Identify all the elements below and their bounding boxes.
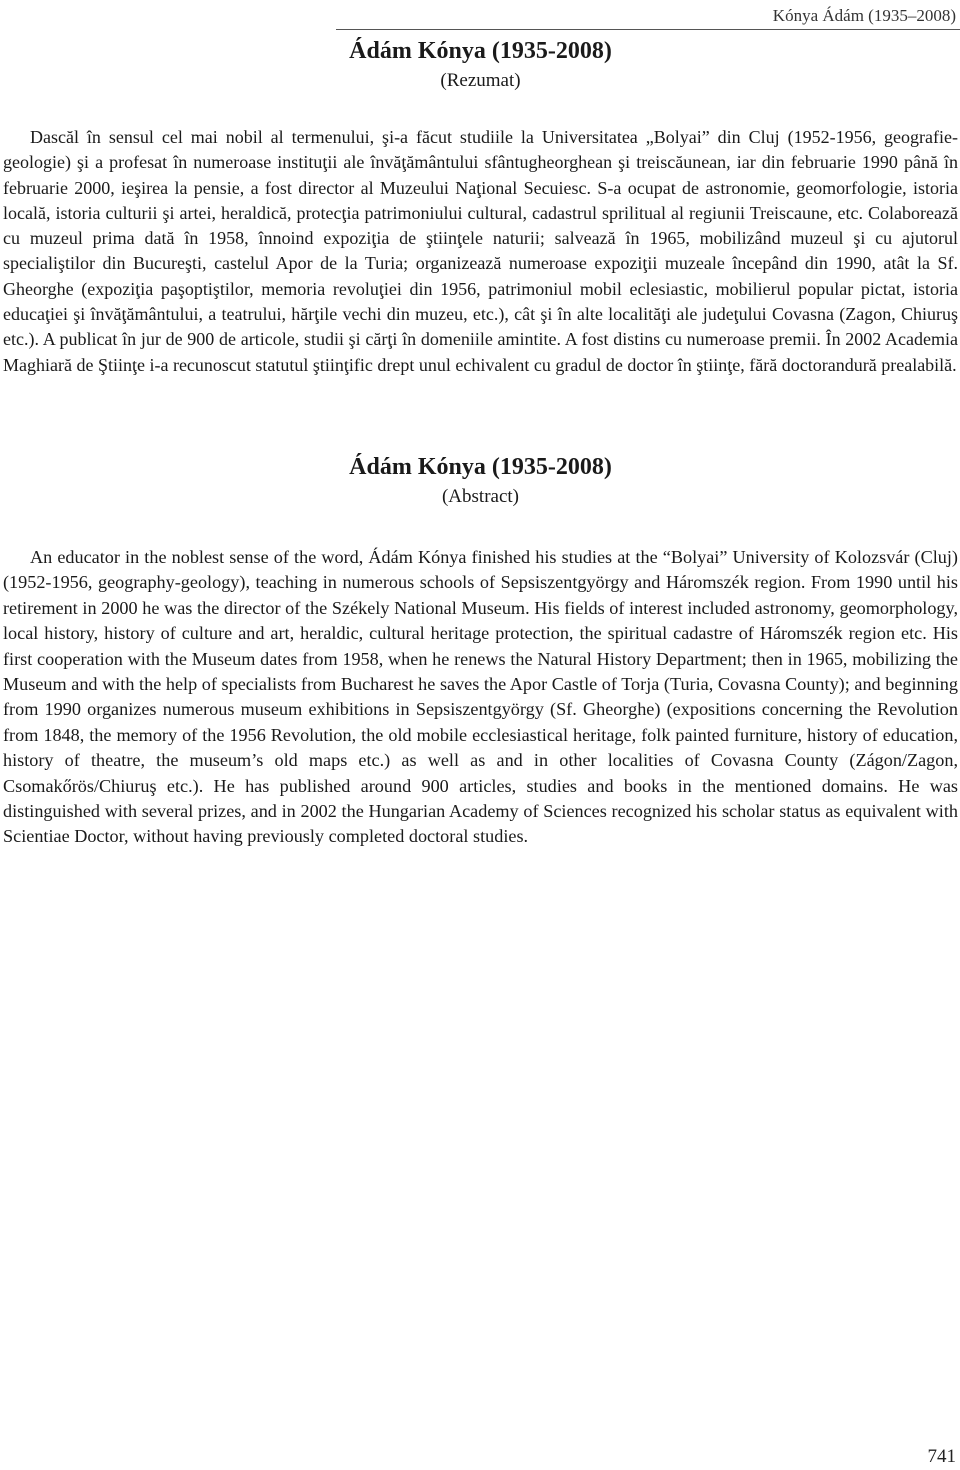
header-rule <box>336 29 960 30</box>
running-header: Kónya Ádám (1935–2008) <box>772 6 956 25</box>
page-number: 741 <box>927 1446 956 1467</box>
english-subtitle: (Abstract) <box>441 486 520 507</box>
romanian-title: Ádám Kónya (1935-2008) <box>349 38 612 64</box>
english-body-paragraph: An educator in the noblest sense of the word, Ádám Kónya finished his studies at the “Bolyai” University of Kolozsvár (Cluj) (1952-1956, geography-geology), teaching in numerous schools of Sepsiszentgyörgy and Háromszék region. From 1990 until his retirement in 2000 he was the director of the Székely National Museum. His fields of interest included astronomy, geomorphology, local history, history of culture and art, heraldic, cultural heritage protection, the spiritual cadastre of Háromszék region etc. His first cooperation with the Museum dates from 1958, when he renews the Natural History Department; then in 1965, mobilizing the Museum and with the help of specialists from Bucharest he saves the Apor Castle of Torja (Turia, Covasna County); and beginning from 1990 organizes numerous museum exhibitions in Sepsiszentgyörgy (Sf. Gheorghe) (expositions concerning the Revolution from 1848, the memory of the 1956 Revolution, the old mobile ecclesiastical heritage, folk painted furniture, history of education, history of theatre, the museum’s old maps etc.) as well as and in other localities of Covasna County (Zágon/Zagon, Csomakőrös/Chiuruş etc.). He has published around 900 articles, studies and books in the mentioned domains. He was distinguished with several prizes, and in 2002 the Hungarian Academy of Sciences recognized his scholar status as equivalent with Scientiae Doctor, without having previously completed doctoral studies. <box>3 547 958 847</box>
english-abstract-section <box>3 452 958 850</box>
romanian-subtitle: (Rezumat) <box>440 70 521 91</box>
romanian-body-paragraph: Dascăl în sensul cel mai nobil al termenului, şi-a făcut studiile la Universitatea „Bolyai” din Cluj (1952-1956, geografie-geologie) şi a profesat în numeroase instituţii ale învăţământului sfântugheorghean şi treiscăunean, iar din februarie 1990 până în februarie 2000, ieşirea la pensie, a fost director al Muzeului Naţional Secuiesc. S-a ocupat de astronomie, geomorfologie, istoria locală, istoria culturii şi artei, heraldică, protecţia patrimoniului cultural, cadastrul sprilitual al regiunii Treiscaune, etc. Colaborează cu muzeul prima dată în 1958, înnoind expoziţia de ştiinţele naturii; salvează în 1965, mobilizând muzeul şi cu ajutorul specialiştilor din Bucureşti, castelul Apor de la Turia; organizează numeroase expoziţii muzeale începând din 1990, atât la Sf. Gheorghe (expoziţia paşoptiştilor, memoria revoluţiei din 1956, patrimoniul mobil eclesiastic, mobilierul popular pictat, istoria educaţiei şi învăţământului, a teatrului, hărţile vechi din muzeu, etc.), cât şi în alte localităţi ale judeţului Covasna (Zagon, Chiuruş etc.). A publicat în jur de 900 de articole, studii şi cărţi în domeniile amintite. A fost distins cu numeroase premii. În 2002 Academia Maghiară de Ştiinţe i-a recunoscut statutul ştiinţific drept unul echivalent cu gradul de doctor în ştiinţe, fără doctorandură prealabilă. <box>3 127 958 375</box>
english-title: Ádám Kónya (1935-2008) <box>349 454 612 480</box>
romanian-summary-section <box>3 36 958 378</box>
